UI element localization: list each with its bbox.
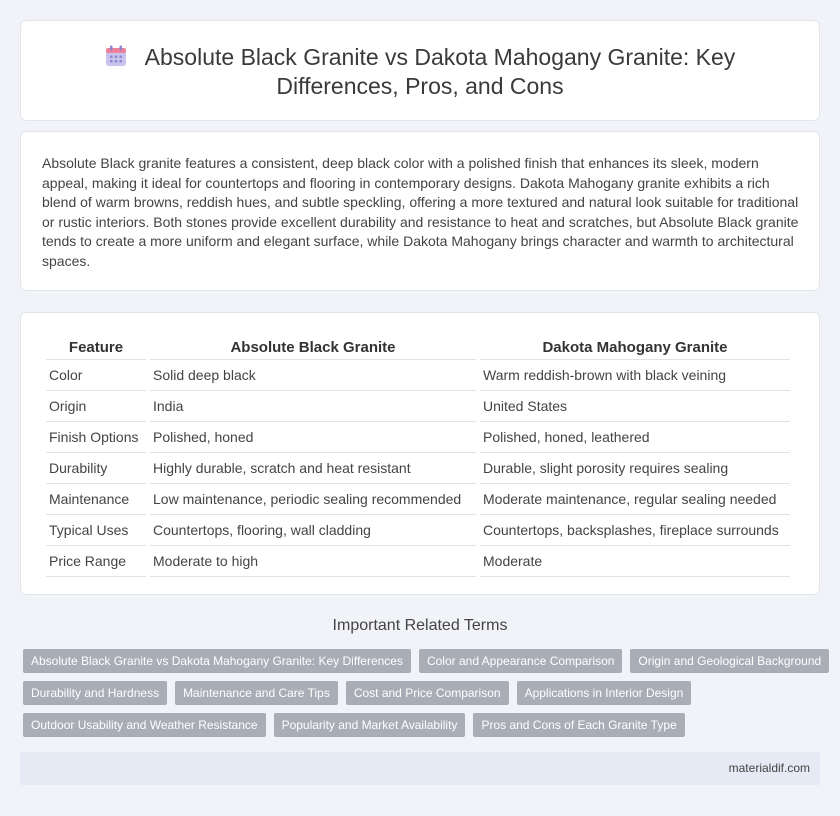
footer bbox=[20, 752, 820, 785]
comparison-table bbox=[42, 332, 794, 577]
table-cell: India bbox=[150, 391, 476, 422]
table-cell: Price Range bbox=[46, 546, 146, 577]
table-cell: Maintenance bbox=[46, 484, 146, 515]
table-cell: Countertops, flooring, wall cladding bbox=[150, 515, 476, 546]
table-cell: Durable, slight porosity requires sealing bbox=[480, 453, 790, 484]
related-term-tag[interactable]: Durability and Hardness bbox=[23, 681, 167, 705]
related-terms-heading: Important Related Terms bbox=[332, 617, 508, 634]
table-row bbox=[46, 360, 790, 391]
intro-paragraph: Absolute Black granite features a consistent, deep black color with a polished finish that enhances its sleek, modern appeal, making it ideal for countertops and flooring in contemporary designs. Dakota Mahogany granite exhibits a rich blend of warm browns, reddish hues, and subtle speckling, offering a more textured and natural look suitable for traditional or rustic interiors. Both stones provide excellent durability and resistance to heat and scratches, but Absolute Black granite tends to create a more uniform and elegant surface, while Dakota Mahogany brings character and warmth to architectural spaces. bbox=[42, 155, 799, 269]
table-row bbox=[46, 484, 790, 515]
table-cell: Durability bbox=[46, 453, 146, 484]
page-title-row bbox=[21, 43, 819, 101]
table-cell: Low maintenance, periodic sealing recommended bbox=[150, 484, 476, 515]
table-cell: Color bbox=[46, 360, 146, 391]
table-cell: Origin bbox=[46, 391, 146, 422]
table-cell: Highly durable, scratch and heat resistant bbox=[150, 453, 476, 484]
related-term-tag[interactable]: Popularity and Market Availability bbox=[274, 713, 466, 737]
table-row bbox=[46, 515, 790, 546]
tag-row bbox=[23, 649, 823, 673]
footer-site-link[interactable]: materialdif.com bbox=[728, 761, 810, 775]
calendar-icon bbox=[105, 45, 127, 67]
related-term-tag[interactable]: Outdoor Usability and Weather Resistance bbox=[23, 713, 266, 737]
table-cell: Typical Uses bbox=[46, 515, 146, 546]
table-cell: Polished, honed bbox=[150, 422, 476, 453]
header-feature: Feature bbox=[46, 332, 146, 360]
table-cell: Warm reddish-brown with black veining bbox=[480, 360, 790, 391]
table-row bbox=[46, 422, 790, 453]
related-term-tag[interactable]: Absolute Black Granite vs Dakota Mahogany Granite: Key Differences bbox=[23, 649, 411, 673]
related-term-tag[interactable]: Color and Appearance Comparison bbox=[419, 649, 622, 673]
page-title: Absolute Black Granite vs Dakota Mahogany Granite: Key Differences, Pros, and Cons bbox=[144, 44, 736, 99]
table-cell: Solid deep black bbox=[150, 360, 476, 391]
table-cell: Moderate maintenance, regular sealing needed bbox=[480, 484, 790, 515]
header-absolute-black: Absolute Black Granite bbox=[150, 332, 476, 360]
table-header-row bbox=[46, 332, 790, 360]
table-row bbox=[46, 546, 790, 577]
table-cell: Finish Options bbox=[46, 422, 146, 453]
related-terms-tags bbox=[23, 649, 823, 745]
table-cell: Polished, honed, leathered bbox=[480, 422, 790, 453]
title-card bbox=[20, 20, 820, 121]
table-cell: Moderate bbox=[480, 546, 790, 577]
comparison-table-card bbox=[20, 312, 820, 595]
related-term-tag[interactable]: Pros and Cons of Each Granite Type bbox=[473, 713, 684, 737]
table-cell: Moderate to high bbox=[150, 546, 476, 577]
table-row bbox=[46, 391, 790, 422]
tag-row bbox=[23, 681, 823, 705]
header-dakota-mahogany: Dakota Mahogany Granite bbox=[480, 332, 790, 360]
table-cell: United States bbox=[480, 391, 790, 422]
tag-row bbox=[23, 713, 823, 737]
related-term-tag[interactable]: Cost and Price Comparison bbox=[346, 681, 509, 705]
table-row bbox=[46, 453, 790, 484]
related-term-tag[interactable]: Applications in Interior Design bbox=[517, 681, 692, 705]
related-term-tag[interactable]: Origin and Geological Background bbox=[630, 649, 829, 673]
table-cell: Countertops, backsplashes, fireplace surrounds bbox=[480, 515, 790, 546]
related-term-tag[interactable]: Maintenance and Care Tips bbox=[175, 681, 338, 705]
intro-card bbox=[20, 131, 820, 291]
